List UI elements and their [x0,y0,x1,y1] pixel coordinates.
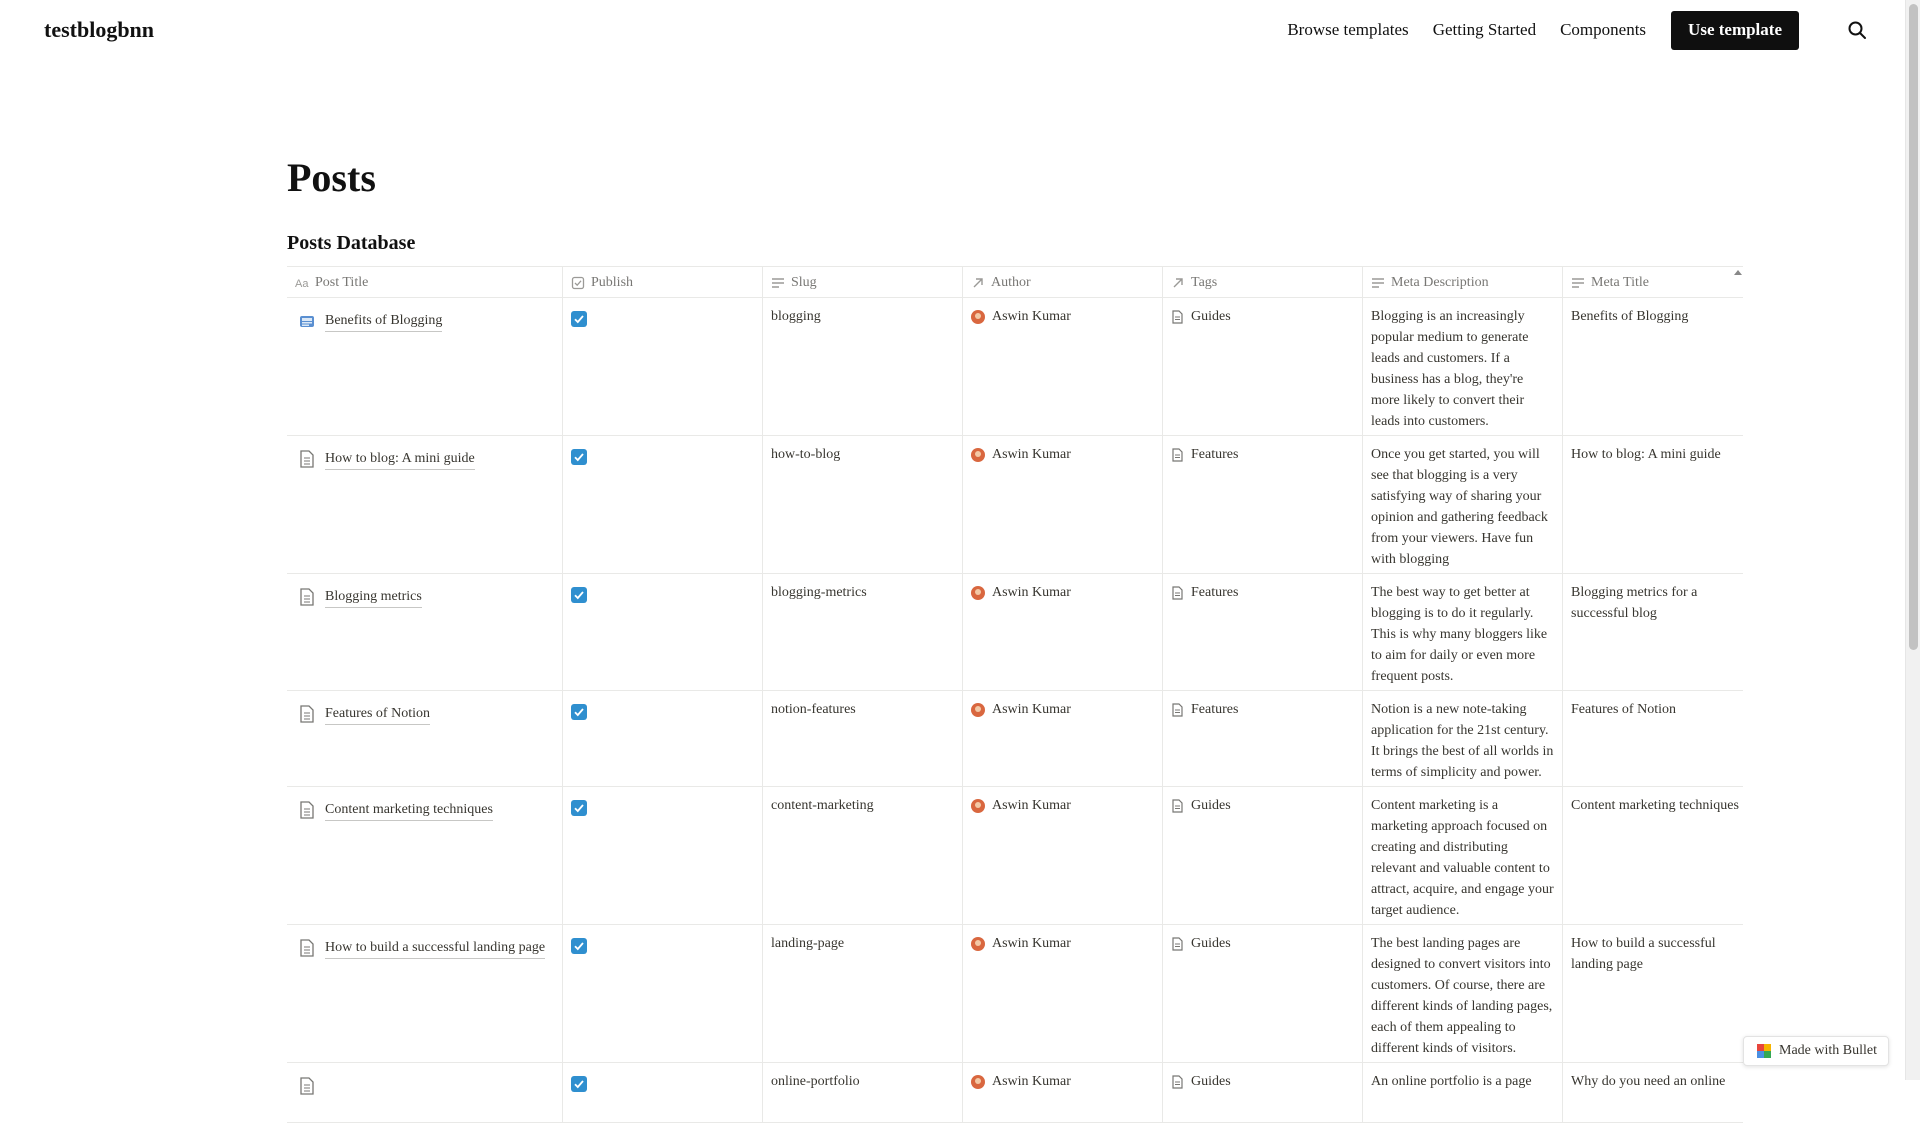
avatar [971,799,985,813]
meta-title-cell: Content marketing techniques [1571,798,1739,813]
avatar [971,937,985,951]
table-row[interactable] [287,436,1743,574]
checkmark-icon [573,313,585,325]
document-icon [299,939,315,957]
publish-checkbox[interactable] [571,800,587,816]
publish-checkbox[interactable] [571,938,587,954]
post-title-cell [287,1063,563,1122]
author-cell [963,574,1163,690]
publish-checkbox[interactable] [571,1076,587,1092]
post-title-cell [287,925,563,1062]
post-title-link[interactable]: Features of Notion [325,704,430,725]
meta-title-cell: How to blog: A mini guide [1571,447,1721,462]
author-name: Aswin Kumar [992,1074,1071,1089]
column-post-title[interactable] [287,267,563,298]
database-title: Posts Database [287,232,416,254]
tags-cell [1163,574,1363,690]
relation-arrow-icon [1171,276,1185,290]
meta-title-cell: Features of Notion [1571,702,1676,717]
author-cell [963,787,1163,924]
slug-cell: landing-page [763,925,963,1062]
author-name: Aswin Kumar [992,585,1071,600]
brand-logo[interactable]: testblogbnn [44,17,155,42]
nav-link-getting-started[interactable]: Getting Started [1432,20,1537,39]
column-author[interactable] [963,267,1163,298]
column-publish[interactable] [563,267,763,298]
page-title: Posts [287,155,376,200]
column-label: Tags [1191,274,1218,290]
post-title-link[interactable]: Blogging metrics [325,587,422,608]
meta-title-cell: Why do you need an online [1571,1074,1726,1089]
column-tags[interactable] [1163,267,1363,298]
avatar [971,448,985,462]
checkmark-icon [573,589,585,601]
author-cell [963,1063,1163,1122]
author-chip[interactable] [971,933,1154,954]
use-template-button[interactable]: Use template [1671,11,1799,50]
column-label: Publish [591,274,634,290]
meta-title-cell: Blogging metrics for a successful blog [1571,585,1698,621]
publish-checkbox[interactable] [571,311,587,327]
author-cell [963,298,1163,435]
nav-link-components[interactable]: Components [1560,20,1647,39]
tag-chip[interactable] [1171,1071,1354,1092]
meta-description-cell: The best landing pages are designed to convert visitors into customers. Of course, there are different kinds of landing pages, each of them appealing to different kinds of visitors. [1363,925,1563,1062]
tags-cell [1163,925,1363,1062]
tag-chip[interactable] [1171,582,1354,603]
table-body [287,298,1743,1123]
made-with-bullet-badge[interactable] [1743,1036,1889,1066]
avatar [971,586,985,600]
svg-text:Aa: Aa [295,277,309,290]
column-meta-title[interactable] [1563,267,1743,298]
author-chip[interactable] [971,582,1154,603]
publish-cell [563,574,763,690]
table-scrollbar[interactable] [1730,266,1745,1080]
meta-description-cell: An online portfolio is a page [1363,1063,1563,1122]
bullet-logo-icon [1756,1043,1772,1059]
checkmark-icon [573,940,585,952]
column-label: Author [991,274,1031,290]
author-cell [963,691,1163,786]
slug-cell: blogging-metrics [763,574,963,690]
post-title-cell [287,787,563,924]
tag-label: Guides [1191,798,1231,813]
meta-description-cell: Once you get started, you will see that blogging is a very satisfying way of sharing your opinion and gathering feedback from your viewers. Have fun with blogging [1363,436,1563,573]
tags-cell [1163,436,1363,573]
publish-checkbox[interactable] [571,587,587,603]
lines-property-icon [1371,276,1385,290]
avatar [971,1075,985,1089]
text-property-icon [295,276,309,290]
column-meta-description[interactable] [1363,267,1563,298]
publish-cell [563,436,763,573]
slug-cell: blogging [763,298,963,435]
tags-cell [1163,691,1363,786]
relation-arrow-icon [971,276,985,290]
table-row[interactable] [287,1063,1743,1123]
post-title-cell [287,298,563,435]
avatar [971,310,985,324]
author-chip[interactable] [971,1071,1154,1092]
tag-label: Features [1191,447,1239,462]
top-nav [0,0,1905,60]
checkmark-icon [573,451,585,463]
table-row[interactable] [287,787,1743,925]
scroll-up-arrow-icon[interactable] [1734,270,1742,275]
meta-description-cell: Content marketing is a marketing approach focused on creating and distributing relevant and valuable content to attract, acquire, and engage your target audience. [1363,787,1563,924]
tag-chip[interactable] [1171,933,1354,954]
document-icon [299,705,315,723]
page-icon [1171,586,1184,600]
search-icon[interactable] [1847,20,1867,40]
author-name: Aswin Kumar [992,798,1071,813]
page-icon [1171,448,1184,462]
slug-cell: how-to-blog [763,436,963,573]
slug-cell: notion-features [763,691,963,786]
newspaper-emoji-icon [299,312,315,330]
column-slug[interactable] [763,267,963,298]
checkbox-property-icon [571,276,585,290]
publish-cell [563,925,763,1062]
tag-label: Guides [1191,936,1231,951]
tag-label: Features [1191,702,1239,717]
author-chip[interactable] [971,306,1154,327]
post-title-cell [287,691,563,786]
publish-cell [563,298,763,435]
table-row[interactable] [287,925,1743,1063]
meta-description-cell: Notion is a new note-taking application for the 21st century. It brings the best of all worlds in terms of simplicity and power. [1363,691,1563,786]
publish-checkbox[interactable] [571,704,587,720]
author-cell [963,436,1163,573]
table-row[interactable] [287,574,1743,691]
nav-link-browse-templates[interactable]: Browse templates [1287,20,1409,39]
post-title-cell [287,574,563,690]
avatar [971,703,985,717]
post-title-link[interactable]: Benefits of Blogging [325,311,442,332]
column-label: Meta Title [1591,274,1649,290]
lines-property-icon [771,276,785,290]
document-icon [299,588,315,606]
author-chip[interactable] [971,444,1154,465]
post-title-link[interactable]: How to blog: A mini guide [325,449,475,470]
tag-chip[interactable] [1171,795,1354,816]
column-label: Slug [791,274,817,290]
lines-property-icon [1571,276,1585,290]
meta-title-cell: How to build a successful landing page [1571,936,1716,972]
tag-label: Features [1191,585,1239,600]
checkmark-icon [573,802,585,814]
page-icon [1171,310,1184,324]
page-icon [1171,703,1184,717]
slug-cell: content-marketing [763,787,963,924]
meta-description-cell: Blogging is an increasingly popular medium to generate leads and customers. If a business has a blog, they're more likely to convert their leads into customers. [1363,298,1563,435]
author-name: Aswin Kumar [992,936,1071,951]
publish-checkbox[interactable] [571,449,587,465]
author-cell [963,925,1163,1062]
page-icon [1171,1075,1184,1089]
author-chip[interactable] [971,699,1154,720]
tag-chip[interactable] [1171,699,1354,720]
post-title-link[interactable]: How to build a successful landing page [325,938,545,959]
author-chip[interactable] [971,795,1154,816]
meta-description-cell: The best way to get better at blogging is to do it regularly. This is why many bloggers like to aim for daily or even more frequent posts. [1363,574,1563,690]
page-icon [1171,799,1184,813]
slug-cell: online-portfolio [763,1063,963,1122]
document-icon [299,450,315,468]
author-name: Aswin Kumar [992,702,1071,717]
table-row[interactable] [287,298,1743,436]
table-row[interactable] [287,691,1743,787]
post-title-link[interactable]: Content marketing techniques [325,800,493,821]
page-icon [1171,937,1184,951]
meta-title-cell: Benefits of Blogging [1571,309,1689,324]
author-name: Aswin Kumar [992,309,1071,324]
tags-cell [1163,787,1363,924]
nav-links [1287,0,1905,60]
tag-chip[interactable] [1171,306,1354,327]
page-scrollbar[interactable] [1905,0,1920,1080]
badge-label: Made with Bullet [1779,1043,1877,1058]
tag-label: Guides [1191,1074,1231,1089]
table-header [287,266,1743,298]
publish-cell [563,691,763,786]
posts-table [287,266,1745,1089]
tags-cell [1163,298,1363,435]
checkmark-icon [573,1078,585,1090]
tag-label: Guides [1191,309,1231,324]
tags-cell [1163,1063,1363,1122]
checkmark-icon [573,706,585,718]
document-icon [299,801,315,819]
author-name: Aswin Kumar [992,447,1071,462]
publish-cell [563,1063,763,1122]
page-scrollbar-thumb[interactable] [1909,4,1918,650]
column-label: Post Title [315,274,369,290]
tag-chip[interactable] [1171,444,1354,465]
document-icon [299,1077,315,1095]
post-title-cell [287,436,563,573]
column-label: Meta Description [1391,274,1489,290]
publish-cell [563,787,763,924]
